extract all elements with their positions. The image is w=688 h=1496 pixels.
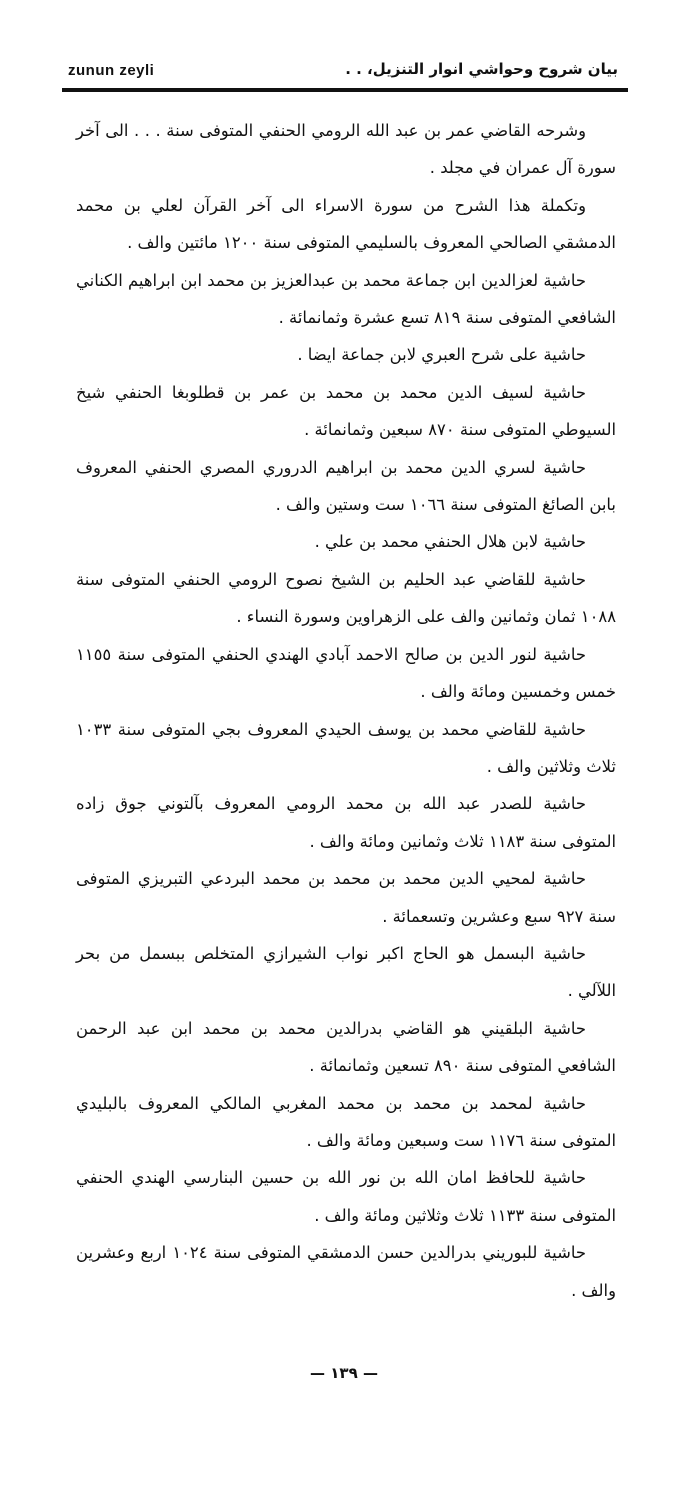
entry-paragraph: حاشية للقاضي عبد الحليم بن الشيخ نصوح الرومي الحنفي المتوفى سنة ١٠٨٨ ثمان وثمانين والف على الزهراوين وسورة النساء . — [76, 569, 616, 627]
page-number: — ١٣٩ — — [310, 1364, 378, 1382]
entry-paragraph: وتكملة هذا الشرح من سورة الاسراء الى آخر القرآن لعلي بن محمد الدمشقي الصالحي المعروف بالسليمي المتوفى سنة ١٢٠٠ مائتين والف . — [76, 195, 616, 253]
entry-paragraph: حاشية لسيف الدين محمد بن محمد بن عمر بن قطلوبغا الحنفي شيخ السيوطي المتوفى سنة ٨٧٠ سبعين وثمانمائة . — [76, 382, 616, 440]
entry-paragraph: حاشية البلقيني هو القاضي بدرالدين محمد بن محمد ابن عبد الرحمن الشافعي المتوفى سنة ٨٩٠ تسعين وثمانمائة . — [76, 1018, 616, 1076]
entry-paragraph: حاشية لمحمد بن محمد بن محمد المغربي المالكي المعروف بالبليدي المتوفى سنة ١١٧٦ ست وسبعين ومائة والف . — [76, 1093, 616, 1150]
page-body — [76, 112, 616, 1309]
entry-paragraph: حاشية البسمل هو الحاج اكبر نواب الشيرازي المتخلص ببسمل من بحر اللآلي . — [76, 943, 616, 1001]
entry-paragraph: حاشية لعزالدين ابن جماعة محمد بن عبدالعزيز بن محمد ابن ابراهيم الكناني الشافعي المتوفى سنة ٨١٩ تسع عشرة وثمانمائة . — [76, 270, 616, 328]
entry-paragraph: حاشية للحافظ امان الله بن نور الله بن حسين البنارسي الهندي الحنفي المتوفى سنة ١١٣٣ ثلاث وثلاثين ومائة والف . — [76, 1168, 616, 1225]
entry-paragraph: وشرحه القاضي عمر بن عبد الله الرومي الحنفي المتوفى سنة . . . الى آخر سورة آل عمران في مجلد . — [76, 121, 616, 178]
header-rule — [62, 88, 628, 92]
header-left-title: zunun zeyli — [68, 62, 155, 79]
page-header — [62, 60, 628, 96]
entry-paragraph: حاشية لنور الدين بن صالح الاحمد آبادي الهندي الحنفي المتوفى سنة ١١٥٥ خمس وخمسين ومائة والف . — [76, 644, 616, 702]
entry-paragraph: حاشية لابن هلال الحنفي محمد بن علي . — [314, 532, 586, 552]
entry-paragraph: حاشية على شرح العبري لابن جماعة ايضا . — [297, 345, 586, 365]
header-right-title: بيان شروح وحواشي انوار التنزيل، . . — [345, 60, 618, 78]
entry-paragraph: حاشية للصدر عبد الله بن محمد الرومي المعروف بآلتوني جوق زاده المتوفى سنة ١١٨٣ ثلاث وثمانين ومائة والف . — [76, 794, 616, 851]
entry-paragraph: حاشية لسري الدين محمد بن ابراهيم الدروري المصري الحنفي المعروف بابن الصائغ المتوفى سنة ١٠٦٦ ست وستين والف . — [76, 457, 616, 515]
entry-paragraph: حاشية لمحيي الدين محمد بن محمد بن محمد البردعي التبريزي المتوفى سنة ٩٢٧ سبع وعشرين وتسعمائة . — [76, 869, 616, 926]
entry-paragraph: حاشية للقاضي محمد بن يوسف الحيدي المعروف بجي المتوفى سنة ١٠٣٣ ثلاث وثلاثين والف . — [76, 719, 616, 776]
entry-paragraph: حاشية للبوريني بدرالدين حسن الدمشقي المتوفى سنة ١٠٢٤ اربع وعشرين والف . — [76, 1243, 616, 1300]
